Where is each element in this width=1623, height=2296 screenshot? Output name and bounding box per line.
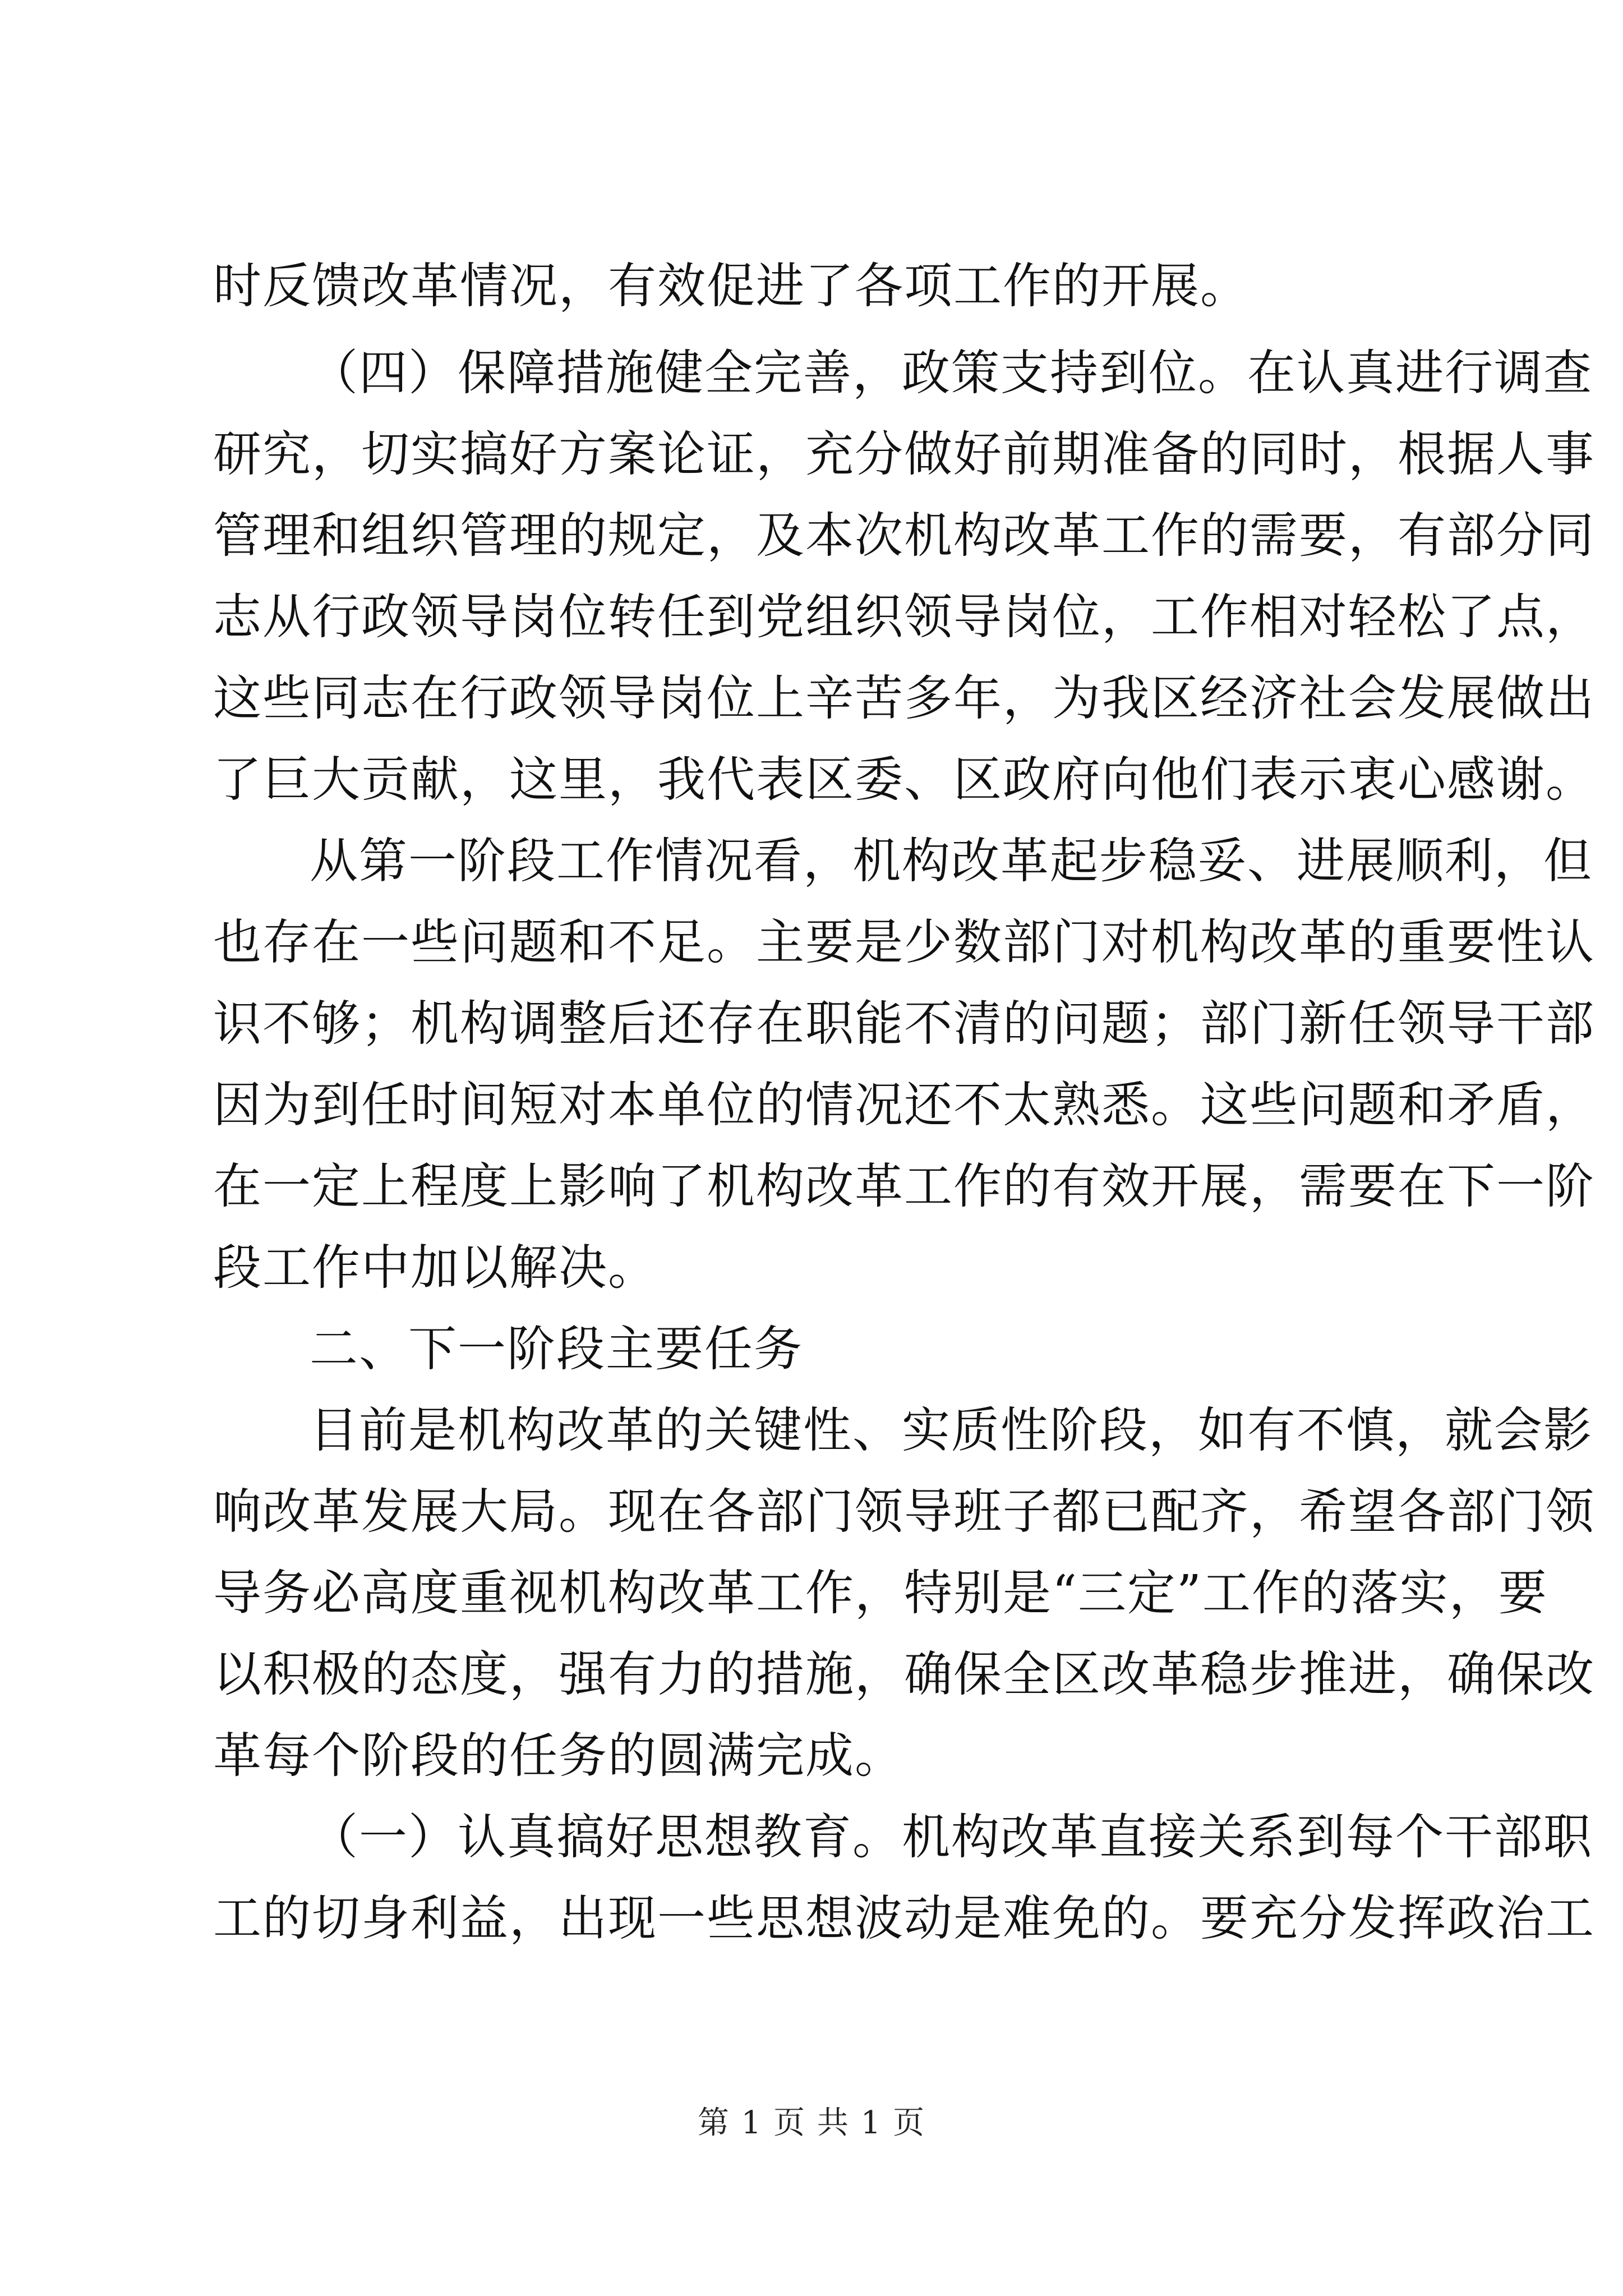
text-line: 目前是机构改革的关键性、实质性阶段，如有不慎，就会影 [310,1402,1593,1458]
text-line: 导务必高度重视机构改革工作，特别是“三定”工作的落实，要 [213,1565,1548,1621]
text-line: 响改革发展大局。现在各部门领导班子都已配齐，希望各部门领 [213,1484,1595,1540]
text-line: 这些同志在行政领导岗位上辛苦多年，为我区经济社会发展做出 [213,670,1595,726]
page-number-footer: 第 1 页 共 1 页 [697,2105,926,2141]
text-line: 在一定上程度上影响了机构改革工作的有效开展，需要在下一阶 [213,1158,1595,1214]
text-line: （四）保障措施健全完善，政策支持到位。在认真进行调查 [310,345,1593,401]
text-line: 因为到任时间短对本单位的情况还不太熟悉。这些问题和矛盾， [213,1077,1595,1133]
text-line: 段工作中加以解决。 [213,1240,657,1296]
text-line: 了巨大贡献，这里，我代表区委、区政府向他们表示衷心感谢。 [213,752,1595,808]
text-line: 时反馈改革情况，有效促进了各项工作的开展。 [213,258,1249,314]
section-heading: 二、下一阶段主要任务 [310,1321,803,1377]
text-line: 工的切身利益，出现一些思想波动是难免的。要充分发挥政治工 [213,1890,1595,1947]
text-line: 研究，切实搞好方案论证，充分做好前期准备的同时，根据人事 [213,426,1595,482]
text-line: 识不够；机构调整后还存在职能不清的问题；部门新任领导干部 [213,996,1595,1052]
text-line: 革每个阶段的任务的圆满完成。 [213,1728,904,1784]
text-line: 也存在一些问题和不足。主要是少数部门对机构改革的重要性认 [213,914,1595,970]
text-line: 从第一阶段工作情况看，机构改革起步稳妥、进展顺利，但 [310,833,1593,889]
text-line: （一）认真搞好思想教育。机构改革直接关系到每个干部职 [310,1809,1593,1865]
text-line: 以积极的态度，强有力的措施，确保全区改革稳步推进，确保改 [213,1646,1595,1703]
text-line: 管理和组织管理的规定，及本次机构改革工作的需要，有部分同 [213,508,1595,564]
text-line: 志从行政领导岗位转任到党组织领导岗位，工作相对轻松了点， [213,589,1595,645]
